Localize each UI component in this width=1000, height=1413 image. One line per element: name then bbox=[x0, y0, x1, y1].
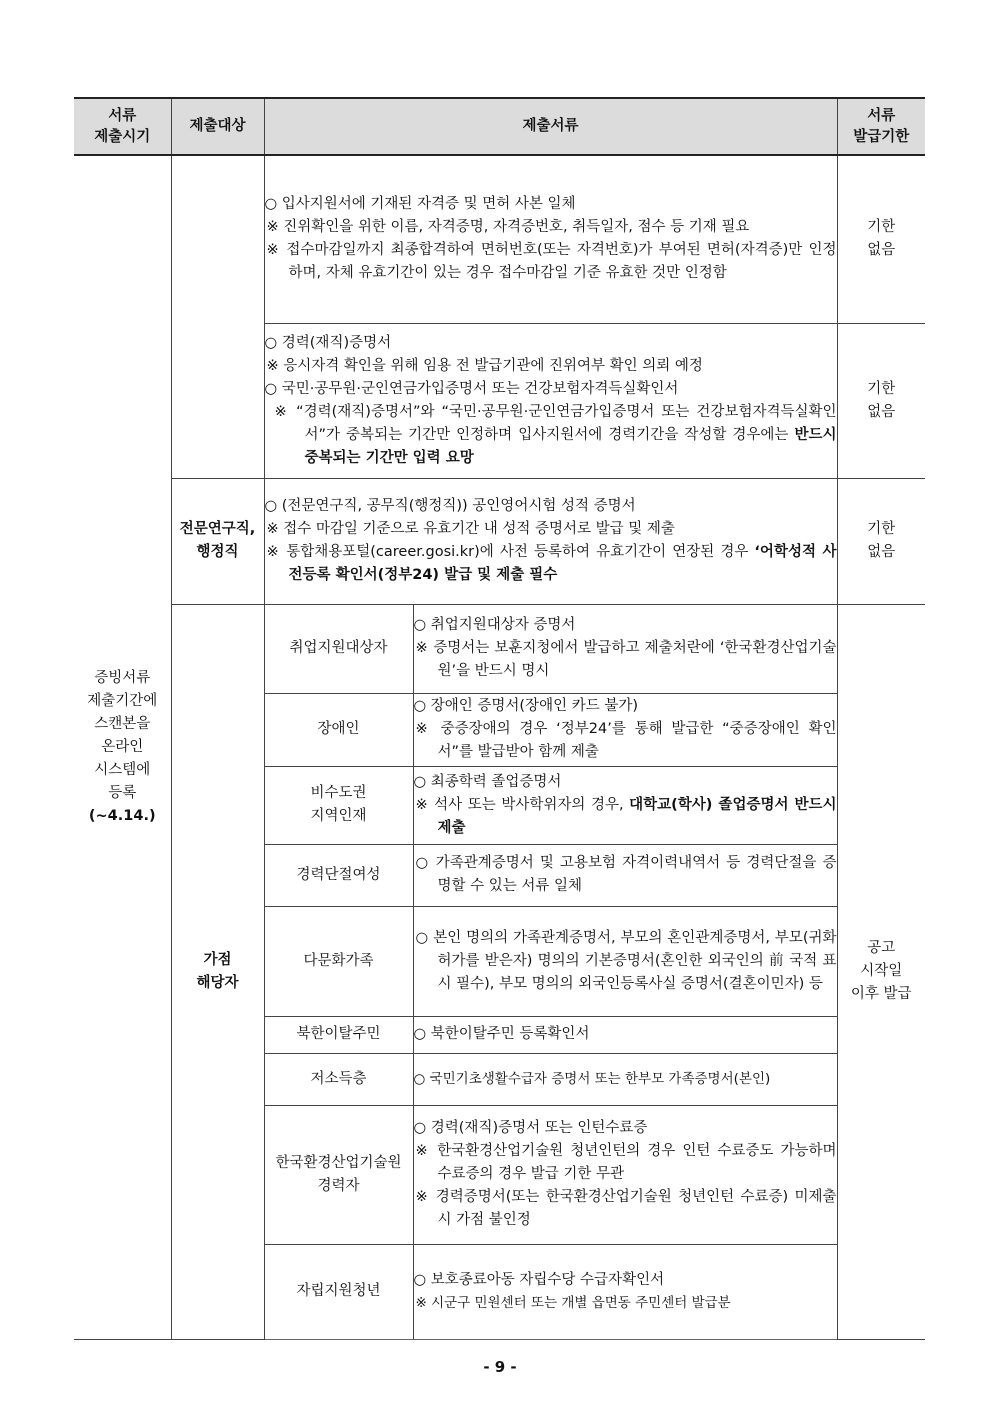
bonus-employment-docs bbox=[413, 604, 837, 693]
research-target: 전문연구직, 행정직 bbox=[171, 478, 264, 604]
career-bullet-2: ○ 국민·공무원·군인연금가입증명서 또는 건강보험자격득실확인서 bbox=[264, 380, 679, 397]
bonus-employment-label: 취업지원대상자 bbox=[264, 604, 413, 693]
bonus-regional-note bbox=[414, 794, 837, 840]
bonus-keiti-label: 한국환경산업기술원 경력자 bbox=[264, 1105, 413, 1244]
bonus-regional-note-emphasis: 대학교(학사) 졸업증명서 반드시 제출 bbox=[437, 796, 837, 836]
career-note-1: ※ 응시자격 확인을 위해 임용 전 발급기관에 진위여부 확인 의뢰 예정 bbox=[266, 357, 703, 374]
career-deadline: 기한 없음 bbox=[837, 323, 925, 478]
bonus-keiti-bullet: ○ 경력(재직)증명서 또는 인턴수료증 bbox=[413, 1120, 648, 1136]
table-row-bonus-employment bbox=[74, 604, 925, 693]
bonus-regional-note-text: ※ 석사 또는 박사학위자의 경우, bbox=[415, 796, 630, 813]
research-note-2 bbox=[265, 541, 837, 587]
bonus-disabled-note: ※ 중증장애의 경우 ‘정부24’를 통해 발급한 “중증장애인 확인서”를 발급받아 함께 제출 bbox=[415, 721, 837, 760]
page-number: - 9 - bbox=[483, 1358, 517, 1376]
bonus-career-break-bullet: ○ 가족관계증명서 및 고용보험 자격이력내역서 등 경력단절을 증명할 수 있는 서류 일체 bbox=[415, 855, 837, 894]
bonus-youth-note: ※ 시군구 민원센터 또는 개별 읍면동 주민센터 발급분 bbox=[415, 1294, 731, 1311]
bonus-keiti-note-1: ※ 한국환경산업기술원 청년인턴의 경우 인턴 수료증도 가능하며 수료증의 경우 발급 기한 무관 bbox=[415, 1143, 837, 1182]
research-deadline: 기한 없음 bbox=[837, 478, 925, 604]
bonus-youth-label: 자립지원청년 bbox=[264, 1244, 413, 1339]
table-row-license bbox=[74, 155, 925, 323]
license-note-2: ※ 접수마감일까지 최종합격하여 면허번호(또는 자격번호)가 부여된 면허(자격증)만 인정하며, 자체 유효기간이 있는 경우 접수마감일 기준 유효한 것만 인정함 bbox=[266, 242, 837, 282]
submission-period-date: (~4.14.) bbox=[88, 807, 156, 824]
bonus-disabled-docs bbox=[413, 693, 837, 766]
bonus-low-income-docs bbox=[413, 1053, 837, 1105]
bonus-defector-docs bbox=[413, 1016, 837, 1053]
bonus-target: 가점 해당자 bbox=[171, 604, 264, 1339]
header-deadline: 서류 발급기한 bbox=[837, 98, 925, 155]
bonus-low-income-bullet: ○ 국민기초생활수급자 증명서 또는 한부모 가족증명서(본인) bbox=[413, 1070, 771, 1087]
research-docs-cell bbox=[264, 478, 837, 604]
table-row-research bbox=[74, 478, 925, 604]
bonus-disabled-label: 장애인 bbox=[264, 693, 413, 766]
research-bullet: ○ (전문연구직, 공무직(행정직)) 공인영어시험 성적 증명서 bbox=[264, 498, 636, 514]
research-note-2-emphasis: ‘어학성적 사전등록 확인서(정부24) 발급 및 제출 필수 bbox=[288, 544, 837, 583]
research-note-2-text: ※ 통합채용포털(career.gosi.kr)에 사전 등록하여 유효기간이 연장된 경우 bbox=[266, 544, 755, 560]
header-period: 서류 제출시기 bbox=[74, 98, 171, 155]
bonus-low-income-label: 저소득층 bbox=[264, 1053, 413, 1105]
bonus-keiti-docs bbox=[413, 1105, 837, 1244]
bonus-regional-label: 비수도권 지역인재 bbox=[264, 766, 413, 844]
bonus-career-break-label: 경력단절여성 bbox=[264, 844, 413, 906]
career-note-2 bbox=[265, 401, 837, 470]
career-bullet-1: ○ 경력(재직)증명서 bbox=[264, 334, 392, 351]
license-bullet: ○ 입사지원서에 기재된 자격증 및 면허 사본 일체 bbox=[264, 196, 576, 213]
bonus-regional-bullet: ○ 최종학력 졸업증명서 bbox=[413, 773, 562, 790]
bonus-youth-bullet: ○ 보호종료아동 자립수당 수급자확인서 bbox=[413, 1271, 665, 1288]
header-row bbox=[74, 98, 925, 155]
bonus-disabled-bullet: ○ 장애인 증명서(장애인 카드 불가) bbox=[413, 698, 638, 714]
license-docs-cell bbox=[264, 155, 837, 323]
license-note-1: ※ 진위확인을 위한 이름, 자격증명, 자격증번호, 취득일자, 점수 등 기재 필요 bbox=[266, 219, 750, 236]
license-deadline: 기한 없음 bbox=[837, 155, 925, 323]
career-note-2-emphasis: 반드시 중복되는 기간만 입력 요망 bbox=[304, 426, 837, 466]
bonus-youth-docs bbox=[413, 1244, 837, 1339]
research-note-1: ※ 접수 마감일 기준으로 유효기간 내 성적 증명서로 발급 및 제출 bbox=[266, 521, 675, 537]
career-note-2-text: ※ “경력(재직)증명서”와 “국민·공무원·군인연금가입증명서 또는 건강보험자격득실확인서”가 중복되는 기간만 인정하며 입사지원서에 경력기간을 작성할 경우에는 bbox=[274, 403, 837, 443]
header-target: 제출대상 bbox=[171, 98, 264, 155]
bonus-regional-docs bbox=[413, 766, 837, 844]
bonus-multicultural-label: 다문화가족 bbox=[264, 906, 413, 1016]
submission-period-text: 증빙서류 제출기간에 스캔본을 온라인 시스템에 등록 bbox=[87, 669, 158, 801]
bonus-defector-bullet: ○ 북한이탈주민 등록확인서 bbox=[413, 1026, 590, 1042]
submission-period-cell bbox=[74, 155, 171, 1339]
document-requirements-table bbox=[74, 97, 925, 1340]
bonus-keiti-note-2: ※ 경력증명서(또는 한국환경산업기술원 청년인턴 수료증) 미제출 시 가점 불인정 bbox=[415, 1189, 837, 1228]
common-target-cell bbox=[171, 155, 264, 478]
bonus-deadline: 공고 시작일 이후 발급 bbox=[837, 604, 925, 1339]
bonus-employment-bullet: ○ 취업지원대상자 증명서 bbox=[413, 617, 576, 633]
bonus-multicultural-docs bbox=[413, 906, 837, 1016]
bonus-defector-label: 북한이탈주민 bbox=[264, 1016, 413, 1053]
bonus-multicultural-bullet: ○ 본인 명의의 가족관계증명서, 부모의 혼인관계증명서, 부모(귀화 허가를 받은자) 명의의 기본증명서(혼인한 외국인의 前 국적 표시 필수), 부모 명의의 외국인등록사실 증명서(결혼이민자) 등 bbox=[415, 929, 837, 992]
bonus-career-break-docs bbox=[413, 844, 837, 906]
career-docs-cell bbox=[264, 323, 837, 478]
header-documents: 제출서류 bbox=[264, 98, 837, 155]
bonus-employment-note: ※ 증명서는 보훈지청에서 발급하고 제출처란에 ‘한국환경산업기술원’을 반드시 명시 bbox=[415, 640, 837, 679]
